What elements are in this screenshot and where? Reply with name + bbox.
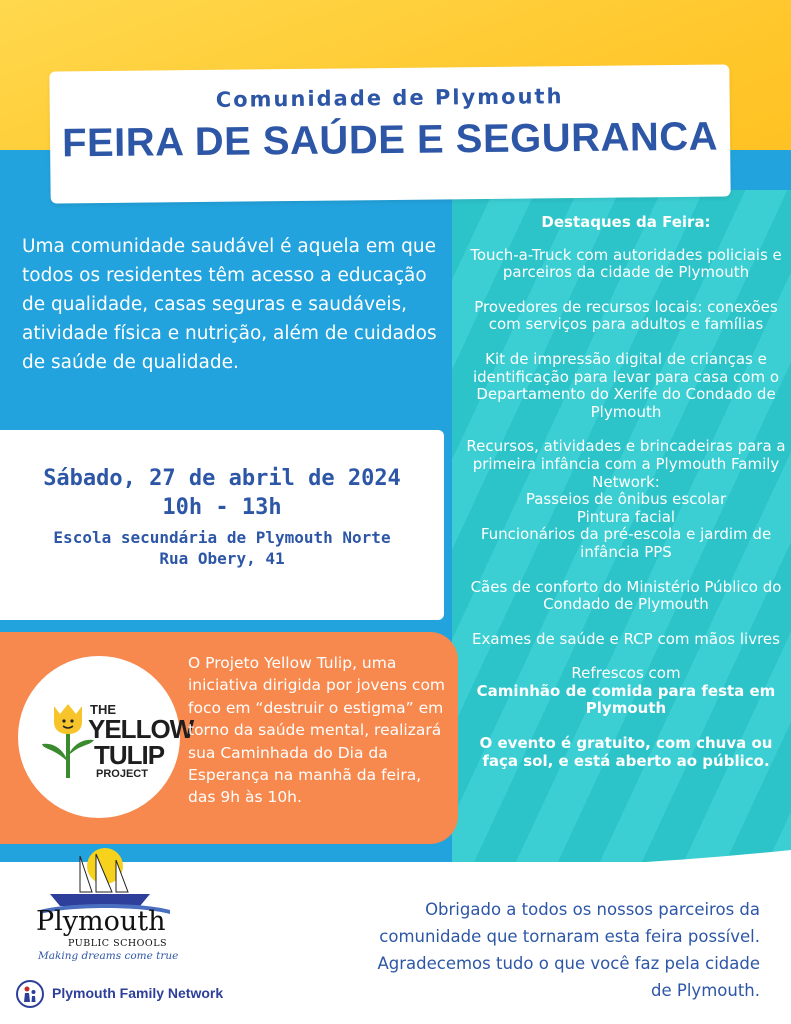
page-title: FEIRA DE SAÚDE E SEGURANCA: [61, 114, 719, 166]
event-address: Rua Obery, 41: [159, 549, 285, 568]
highlight-item: Provedores de recursos locais: conexões com serviços para adultos e famílias: [474, 297, 778, 334]
event-venue: Escola secundária de Plymouth Norte: [53, 528, 391, 547]
highlights-panel: [462, 214, 790, 787]
yellow-tulip-card: [0, 632, 458, 844]
tulip-logo-the: THE: [90, 702, 116, 717]
highlight-subitem: Passeios de ônibus escolar: [525, 490, 727, 509]
free-event-note: O evento é gratuito, com chuva ou faça sol, e está aberto ao público.: [479, 734, 773, 770]
event-details-card: [0, 430, 444, 620]
pps-name: Plymouth: [36, 906, 166, 937]
highlight-group: [462, 665, 790, 718]
highlights-title: Destaques da Feira:: [541, 213, 711, 231]
family-icon: [16, 980, 44, 1008]
thanks-message: Obrigado a todos os nossos parceiros da comunidade que tornaram esta feira possível. Agradecemos tudo o que você faz pela cidade de Plymouth.: [377, 900, 760, 1000]
highlight-item: Refrescos com: [571, 664, 681, 683]
highlight-group: [462, 438, 790, 561]
event-time: 10h - 13h: [162, 495, 282, 520]
tulip-description: O Projeto Yellow Tulip, uma iniciativa dirigida por jovens com foco em “destruir o estigma” em torno da saúde mental, realizará sua Caminhada do Dia da Esperança na manhã da feira, das 9h às 10h.: [188, 654, 446, 807]
highlight-item: Kit de impressão digital de crianças e identificação para levar para casa com o Departamento do Xerife do Condado de Plymouth: [472, 349, 780, 421]
highlight-item: Exames de saúde e RCP com mãos livres: [472, 629, 780, 648]
food-truck-text: Caminhão de comida para festa em Plymouth: [476, 681, 776, 718]
highlight-item: Recursos, atividades e brincadeiras para a primeira infância com a Plymouth Family Network:: [466, 437, 786, 491]
yellow-tulip-logo: [18, 656, 194, 818]
highlight-subitem: Pintura facial: [576, 507, 676, 526]
intro-paragraph: Uma comunidade saudável é aquela em que todos os residentes têm acesso a educação de qualidade, casas seguras e saudáveis, atividade física e nutrição, além de cuidados de saúde de qualidade.: [22, 236, 437, 373]
highlight-item: Touch-a-Truck com autoridades policiais e parceiros da cidade de Plymouth: [470, 245, 782, 282]
highlight-item: Cães de conforto do Ministério Público do Condado de Plymouth: [470, 577, 782, 614]
tulip-logo-tulip: TULIP: [94, 740, 165, 770]
pps-tagline: Making dreams come true: [38, 950, 179, 962]
pps-subtitle: PUBLIC SCHOOLS: [68, 938, 168, 949]
header-subtitle: Comunidade de Plymouth: [215, 84, 564, 112]
highlight-subitem: Funcionários da pré-escola e jardim de infância PPS: [480, 525, 772, 561]
pfn-logo-text: Plymouth Family Network: [52, 985, 224, 1001]
tulip-logo-project: PROJECT: [96, 768, 148, 780]
header-card: [49, 64, 730, 203]
event-date: Sábado, 27 de abril de 2024: [43, 466, 401, 491]
tulip-logo-yellow: YELLOW: [88, 714, 194, 744]
